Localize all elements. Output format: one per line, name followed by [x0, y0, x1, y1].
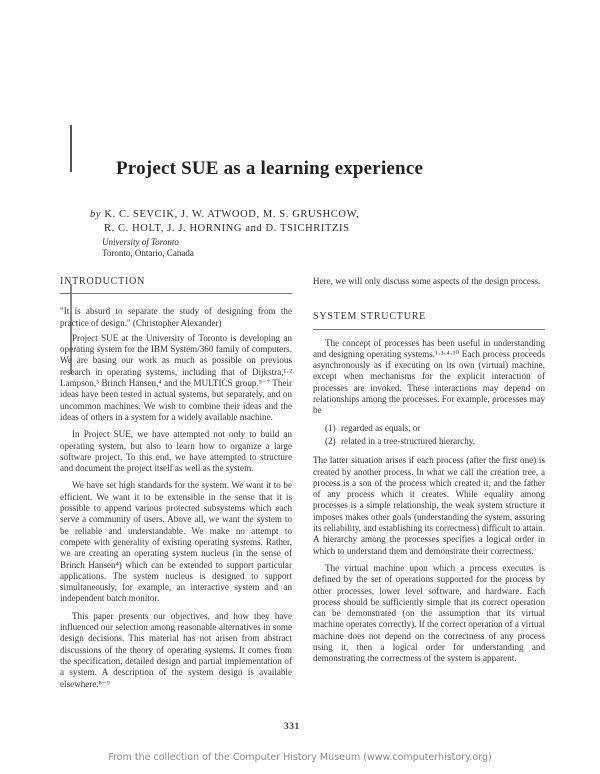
list-item: [325, 423, 545, 434]
paragraph: The virtual machine upon which a process executes is defined by the set of operations supported for the process by other processes, lower level software, and hardware. Each process should be sufficiently simple that its correct operation can be demonstrated (on the assumption that its virtual machine operates correctly). If the correct operation of a virtual machine does not depend on the correctness of any process using it, then a logical order for understanding and demonstrating the correctness of the system is apparent.: [313, 562, 545, 664]
section-heading-introduction: INTRODUCTION: [60, 276, 292, 294]
paragraph: Here, we will only discuss some aspects of the design process.: [313, 276, 541, 286]
institution: University of Toronto: [102, 237, 179, 247]
paragraph: The latter situation arises if each process (after the first one) is created by another process. In what we call the creation tree, a process is a son of the process which created it, and the father of any process which it creates. While equality among processes is a simple relationship, the weak system structure it imposes makes other goals (understanding the system, assuring its reliability, and establishing its correctness) difficult to attain. A hierarchy among the processes specifies a logical order in which to understand them and demonstrate their correctness.: [313, 455, 545, 556]
paragraph: The concept of processes has been useful in understanding and designing operating systems.¹·³·⁴·¹⁰ Each process proceeds asynchronously as if executing on its own (virtual) machine, except when mechanisms for the explicit interaction of processes are invoked. These interactions may depend on relationships among the processes. For example, processes may be: [313, 337, 545, 416]
paragraph: Project SUE at the University of Toronto is developing an operating system for the IBM System/360 family of computers. We are basing our work as much as possible on previous research in operating systems, including that of Dijkstra,¹·² Lampson,³ Brinch Hansen,⁴ and the MULTICS group.⁵⁻⁷ Their ideas have been tested in actual systems, but separately, and on uncommon machines. We wish to combine their ideas and the ideas of others in a system for a widely available machine.: [60, 332, 292, 422]
list-item: [325, 436, 545, 447]
paragraph: This paper presents our objectives, and how they have influenced our selection among reasonable alternatives in some design decisions. This material has not arisen from abstract discussions of the theory of operating systems. It comes from the specification, detailed design and partial implementation of a system. A description of the system design is available elsewhere.⁸⁻⁹: [60, 610, 292, 689]
article-title: Project SUE as a learning experience: [116, 158, 424, 179]
list-number: (2): [325, 435, 336, 446]
byline-prefix: by: [90, 209, 102, 220]
list-number: (1): [325, 422, 336, 433]
location: Toronto, Ontario, Canada: [102, 248, 194, 258]
paragraph: In Project SUE, we have attempted not only to build an operating system, but also to learn how to organize a large software project. To this end, we have attempted to structure and document the project itself as well as the system.: [60, 429, 292, 474]
epigraph-quote: "It is absurd to separate the study of designing from the practice of design." (Christopher Alexander): [60, 306, 292, 328]
list-text: related in a tree-structured hierarchy.: [341, 435, 475, 446]
authors-line-1: K. C. SEVCIK, J. W. ATWOOD, M. S. GRUSHCOW,: [104, 209, 360, 220]
authors-line-2: R. C. HOLT, J. J. HORNING and D. TSICHRITZIS: [104, 223, 350, 234]
list-text: regarded as equals, or: [341, 422, 421, 433]
affiliation: [102, 237, 402, 259]
left-column: [60, 276, 292, 696]
paragraph: We have set high standards for the system. We want it to be efficient. We want it to be extensible in the sense that it is possible to append various protected subsystems which each serve a community of users. Above all, we want the system to be reliable and understandable. We make no attempt to compete with generality of existing operating systems. Rather, we are creating an operating system nucleus (in the sense of Brinch Hansen⁴) which can be extended to support particular applications. The system nucleus is designed to support simultaneously, for example, an interactive system and an independent batch monitor.: [60, 480, 292, 604]
author-list: [90, 208, 510, 236]
page-number: 331: [284, 722, 300, 732]
right-column: [313, 276, 545, 671]
section-heading-system-structure: SYSTEM STRUCTURE: [313, 311, 545, 329]
numbered-list: [325, 423, 545, 448]
archive-footer: From the collection of the Computer History Museum (www.computerhistory.org): [108, 752, 492, 763]
margin-rule: [70, 125, 72, 172]
